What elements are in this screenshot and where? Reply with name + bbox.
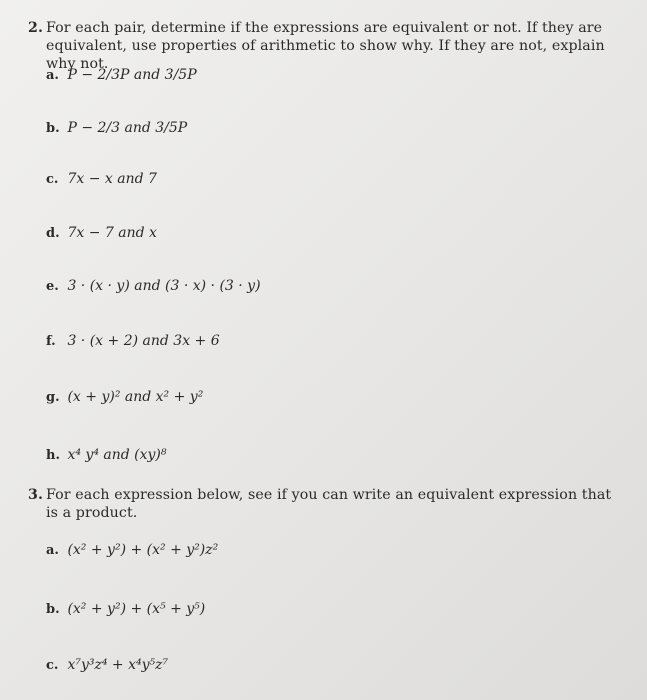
q2-item-c: [46, 170, 157, 189]
question-3-prompt: For each expression below, see if you can write an equivalent expression that is a product.: [46, 487, 612, 521]
q2-item-d-expr: 7x − 7 and x: [67, 225, 157, 241]
q2-item-f-expr: 3 · (x + 2) and 3x + 6: [67, 333, 220, 349]
q2-item-g-label: g.: [46, 390, 60, 405]
q3-item-a-label: a.: [46, 543, 59, 558]
q2-item-h-label: h.: [46, 448, 60, 463]
q3-item-b-expr: (x² + y²) + (x⁵ + y⁵): [67, 601, 206, 617]
q2-item-g: [46, 388, 203, 407]
q3-item-c: [46, 656, 168, 675]
q2-item-b-expr: P − 2/3 and 3/5P: [67, 120, 188, 136]
question-2-prompt: For each pair, determine if the expressions are equivalent or not. If they are equivalent, use properties of arithmetic to show why. If they are not, explain why not.: [46, 20, 605, 72]
q3-item-c-label: c.: [46, 658, 59, 673]
q3-item-b: [46, 600, 205, 619]
q3-item-a-expr: (x² + y²) + (x² + y²)z²: [67, 542, 219, 558]
q2-item-e-expr: 3 · (x · y) and (3 · x) · (3 · y): [67, 278, 261, 294]
q3-item-a: [46, 541, 218, 560]
question-3: [28, 486, 612, 521]
q3-item-c-expr: x⁷y³z⁴ + x⁴y⁵z⁷: [67, 657, 169, 673]
q2-item-f-label: f.: [46, 334, 56, 349]
q2-item-a-expr: P − 2/3P and 3/5P: [67, 67, 197, 83]
q2-item-h: [46, 446, 167, 465]
q2-item-a: [46, 66, 197, 85]
q2-item-g-expr: (x + y)² and x² + y²: [67, 389, 204, 405]
q2-item-e-label: e.: [46, 279, 59, 294]
question-2: [28, 19, 605, 72]
q2-item-a-label: a.: [46, 68, 59, 83]
q2-item-f: [46, 332, 220, 351]
q2-item-c-label: c.: [46, 172, 59, 187]
q2-item-b-label: b.: [46, 121, 60, 136]
q2-item-c-expr: 7x − x and 7: [67, 171, 157, 187]
q2-item-d: [46, 224, 157, 243]
q3-item-b-label: b.: [46, 602, 60, 617]
q2-item-e: [46, 277, 261, 296]
question-2-number: 2.: [28, 20, 44, 36]
q2-item-d-label: d.: [46, 226, 60, 241]
question-3-number: 3.: [28, 487, 44, 503]
q2-item-h-expr: x⁴ y⁴ and (xy)⁸: [67, 447, 167, 463]
q2-item-b: [46, 119, 187, 138]
